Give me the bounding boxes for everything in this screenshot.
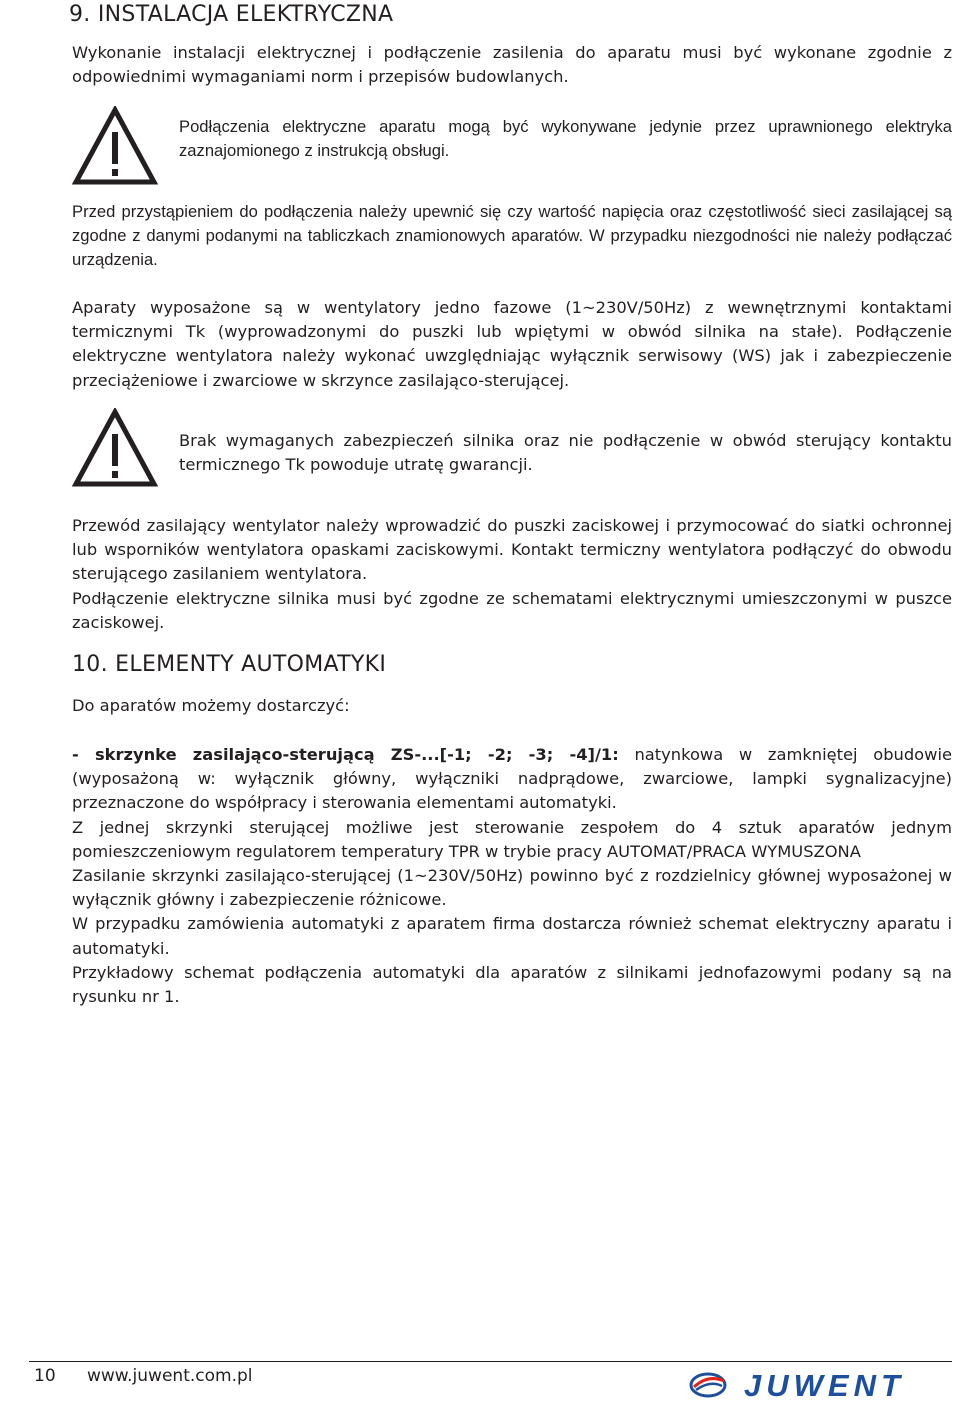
- website-link[interactable]: www.juwent.com.pl: [87, 1366, 253, 1386]
- footer-divider: [29, 1361, 952, 1362]
- warning-triangle-icon: [72, 408, 158, 488]
- page-number: 10: [34, 1366, 56, 1386]
- warning-triangle-icon: [72, 106, 158, 186]
- control-box-item: - skrzynke zasilająco-sterującą ZS-...[-1; -2; -3; -4]/1: natynkowa w zamkniętej obudowie (wyposażoną w: wyłącznik główny, wyłączniki nadprądowe, zwarciowe, lampki sygnalizacyjne) przeznaczone do współpracy i sterowania elementami automatyki.: [72, 745, 952, 813]
- control-box-label: - skrzynke zasilająco-sterującą ZS-...[-1; -2; -3; -4]/1:: [72, 745, 619, 764]
- voltage-check-paragraph: Przed przystąpieniem do podłączenia należy upewnić się czy wartość napięcia oraz częstotliwość sieci zasilającej są zgodne z danymi podanymi na tabliczkach znamionowych aparatów. W przypadku niezgodności nie należy podłączać urządzenia.: [72, 202, 952, 270]
- juwent-logo: [688, 1368, 952, 1400]
- section-10-heading: 10. ELEMENTY AUTOMATYKI: [72, 652, 387, 677]
- section-9-intro: Wykonanie instalacji elektrycznej i podłączenie zasilenia do aparatu musi być wykonane zgodnie z odpowiednimi wymaganiami norm i przepisów budowlanych.: [72, 43, 952, 87]
- fans-paragraph: Aparaty wyposażone są w wentylatory jedno fazowe (1~230V/50Hz) z wewnętrznymi kontaktami termicznymi Tk (wyprowadzonymi do puszki lub wpiętymi w obwód silnika na stałe). Podłączenie elektryczne wentylatora należy wykonać uwzględniając wyłącznik serwisowy (WS) jak i zabezpieczenie przeciążeniowe i zwarciowe w skrzynce zasilająco-sterującej.: [72, 298, 952, 390]
- section-9-heading: 9. INSTALACJA ELEKTRYCZNA: [69, 2, 394, 27]
- cable-paragraph: Przewód zasilający wentylator należy wprowadzić do puszki zaciskowej i przymocować do siatki ochronnej lub wsporników wentylatora opaskami zaciskowymi. Kontakt termiczny wentylatora podłączyć do obwodu sterującego zasilaniem wentylatora. Podłączenie elektryczne silnika musi być zgodne ze schematami elektrycznymi umieszczonymi w puszce zaciskowej.: [72, 516, 952, 632]
- automation-paragraph: - skrzynke zasilająco-sterującą ZS-...[-1; -2; -3; -4]/1: natynkowa w zamkniętej obudowie (wyposażoną w: wyłącznik główny, wyłączniki nadprądowe, zwarciowe, lampki sygnalizacyjne) przeznaczone do współpracy i sterowania elementami automatyki. Z jednej skrzynki sterującej możliwe jest sterowanie zespołem do 4 sztuk aparatów jednym pomieszczeniowym regulatorem temperatury TPR w trybie pracy AUTOMAT/PRACA WYMUSZONA Zasilanie skrzynki zasilająco-sterującej (1~230V/50Hz) powinno być z rozdzielnicy głównej wyposażonej w wyłącznik główny i zabezpieczenie różnicowe. W przypadku zamówienia automatyki z aparatem firma dostarcza również schemat elektryczny aparatu i automatyki. Przykładowy schemat podłączenia automatyki dla aparatów z silnikami jednofazowymi podany są na rysunku nr 1.: [72, 745, 952, 1007]
- svg-text:JUWENT: JUWENT: [744, 1368, 905, 1400]
- warning-electrician-text: Podłączenia elektryczne aparatu mogą być wykonywane jedynie przez uprawnionego elektryka zaznajomionego z instrukcją obsługi.: [179, 117, 952, 161]
- warning-warranty-text: Brak wymaganych zabezpieczeń silnika oraz nie podłączenie w obwód sterujący kontaktu termicznego Tk powoduje utratę gwarancji.: [179, 431, 952, 475]
- section-10-intro: Do aparatów możemy dostarczyć:: [72, 696, 350, 715]
